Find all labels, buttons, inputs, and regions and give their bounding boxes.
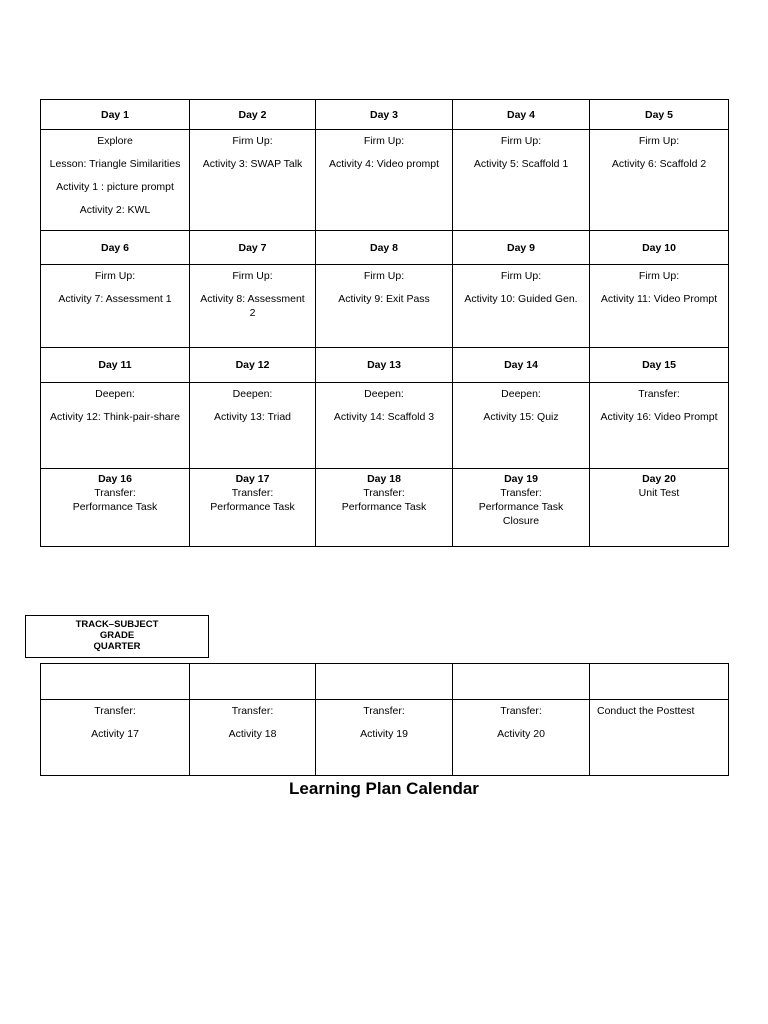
page-title: Learning Plan Calendar: [289, 779, 479, 798]
day-header: Day 2: [190, 100, 316, 130]
phase-label: Firm Up:: [232, 270, 273, 282]
activity-cell: [41, 265, 190, 348]
day-header: Day 17: [235, 473, 270, 485]
activity-label: Performance Task: [341, 501, 427, 513]
activity-cell: [453, 469, 590, 547]
activity-label: Activity 7: Assessment 1: [58, 293, 172, 305]
activity-row: [41, 700, 729, 776]
phase-label: Explore: [97, 135, 133, 147]
posttest-label: Conduct the Posttest: [597, 705, 695, 717]
phase-label: Firm Up:: [638, 135, 680, 147]
activity-label: Activity 3: SWAP Talk: [202, 158, 303, 170]
activity-label: Activity 2: KWL: [79, 204, 151, 216]
phase-label: Transfer:: [500, 487, 542, 499]
grade-label: GRADE: [99, 630, 135, 641]
activity-cell: [41, 469, 190, 547]
day-header-row: [41, 231, 729, 265]
day-header: Day 7: [190, 231, 316, 265]
activity-cell: [590, 130, 729, 231]
phase-label: Firm Up:: [363, 270, 405, 282]
phase-label: Transfer:: [363, 705, 405, 717]
day-header: Day 10: [590, 231, 729, 265]
activity-cell: [590, 469, 729, 547]
day-header: Day 19: [504, 473, 538, 485]
day-header: Day 14: [453, 348, 590, 383]
activity-row: [41, 265, 729, 348]
activity-cell: [590, 265, 729, 348]
day-header: Day 13: [316, 348, 453, 383]
day-header-row: [41, 348, 729, 383]
activity-label: Activity 11: Video Prompt: [600, 293, 718, 305]
activity-label: Activity 19: [360, 728, 408, 740]
phase-label: Deepen:: [364, 388, 404, 400]
track-subject-box: [25, 615, 209, 658]
activity-label: Activity 18: [228, 728, 277, 740]
phase-label: Transfer:: [500, 705, 542, 717]
activity-cell: [316, 383, 453, 469]
activity-cell: [190, 383, 316, 469]
day-header: Day 16: [98, 473, 132, 485]
day-header: Day 3: [316, 100, 453, 130]
phase-label: Firm Up:: [232, 135, 273, 147]
activity-cell: [190, 469, 316, 547]
phase-label: Deepen:: [501, 388, 541, 400]
phase-label: Firm Up:: [638, 270, 680, 282]
phase-label: Transfer:: [94, 705, 136, 717]
day-header: Day 18: [367, 473, 401, 485]
day-header: Day 5: [590, 100, 729, 130]
phase-label: Firm Up:: [500, 135, 542, 147]
activity-cell: [190, 130, 316, 231]
activity-cell: [453, 700, 590, 776]
empty-cell: [316, 664, 453, 700]
activity-cell: [453, 265, 590, 348]
day-header: Day 9: [453, 231, 590, 265]
activity-label: Activity 5: Scaffold 1: [473, 158, 569, 170]
activity-label: Activity 8: Assessment 2: [200, 293, 305, 319]
track-subject-label: TRACK–SUBJECT: [75, 619, 159, 630]
learning-calendar-table: [40, 99, 729, 547]
lesson-label: Lesson: Triangle Similarities: [49, 158, 181, 170]
activity-cell: [590, 700, 729, 776]
activity-label: Closure: [502, 515, 540, 527]
activity-cell: [41, 383, 190, 469]
activity-label: Activity 17: [91, 728, 139, 740]
phase-label: Firm Up:: [94, 270, 136, 282]
phase-label: Firm Up:: [500, 270, 542, 282]
activity-label: Performance Task: [478, 501, 564, 513]
activity-label: Activity 14: Scaffold 3: [333, 411, 435, 423]
activity-label: Activity 15: Quiz: [483, 411, 559, 423]
activity-label: Activity 12: Think-pair-share: [50, 411, 180, 423]
empty-header-row: [41, 664, 729, 700]
activity-cell: [190, 265, 316, 348]
day-header: Day 1: [41, 100, 190, 130]
empty-cell: [41, 664, 190, 700]
activity-label: Activity 4: Video prompt: [328, 158, 440, 170]
day-header: Day 6: [41, 231, 190, 265]
activity-label: Activity 16: Video Prompt: [600, 411, 718, 423]
phase-label: Deepen:: [95, 388, 135, 400]
day-header-row: [41, 100, 729, 130]
activity-cell: [316, 469, 453, 547]
empty-cell: [190, 664, 316, 700]
activity-label: Activity 10: Guided Gen.: [464, 293, 578, 305]
empty-cell: [453, 664, 590, 700]
empty-cell: [590, 664, 729, 700]
activity-cell: [41, 130, 190, 231]
activity-cell: [190, 700, 316, 776]
phase-label: Transfer:: [231, 487, 274, 499]
day-header: Day 20: [642, 473, 676, 485]
activity-label: Unit Test: [638, 487, 680, 499]
activity-cell: [316, 130, 453, 231]
final-week-row: [41, 469, 729, 547]
phase-label: Deepen:: [232, 388, 273, 400]
activity-label: Activity 1 : picture prompt: [56, 181, 174, 193]
activity-row: [41, 383, 729, 469]
day-header: Day 11: [41, 348, 190, 383]
activity-label: Activity 6: Scaffold 2: [611, 158, 707, 170]
phase-label: Transfer:: [638, 388, 680, 400]
activity-cell: [453, 383, 590, 469]
day-header: Day 12: [190, 348, 316, 383]
activity-label: Activity 9: Exit Pass: [338, 293, 430, 305]
phase-label: Transfer:: [94, 487, 136, 499]
phase-label: Firm Up:: [363, 135, 405, 147]
activity-label: Performance Task: [72, 501, 158, 513]
activity-row: [41, 130, 729, 231]
activity-cell: [316, 700, 453, 776]
phase-label: Transfer:: [231, 705, 274, 717]
activity-label: Performance Task: [210, 501, 295, 513]
posttest-calendar-table: [40, 663, 729, 776]
activity-cell: [41, 700, 190, 776]
day-header: Day 4: [453, 100, 590, 130]
activity-label: Activity 20: [497, 728, 545, 740]
activity-cell: [590, 383, 729, 469]
activity-label: Activity 13: Triad: [213, 411, 292, 423]
day-header: Day 8: [316, 231, 453, 265]
activity-cell: [453, 130, 590, 231]
quarter-label: QUARTER: [93, 641, 141, 652]
day-header: Day 15: [590, 348, 729, 383]
activity-cell: [316, 265, 453, 348]
phase-label: Transfer:: [363, 487, 405, 499]
